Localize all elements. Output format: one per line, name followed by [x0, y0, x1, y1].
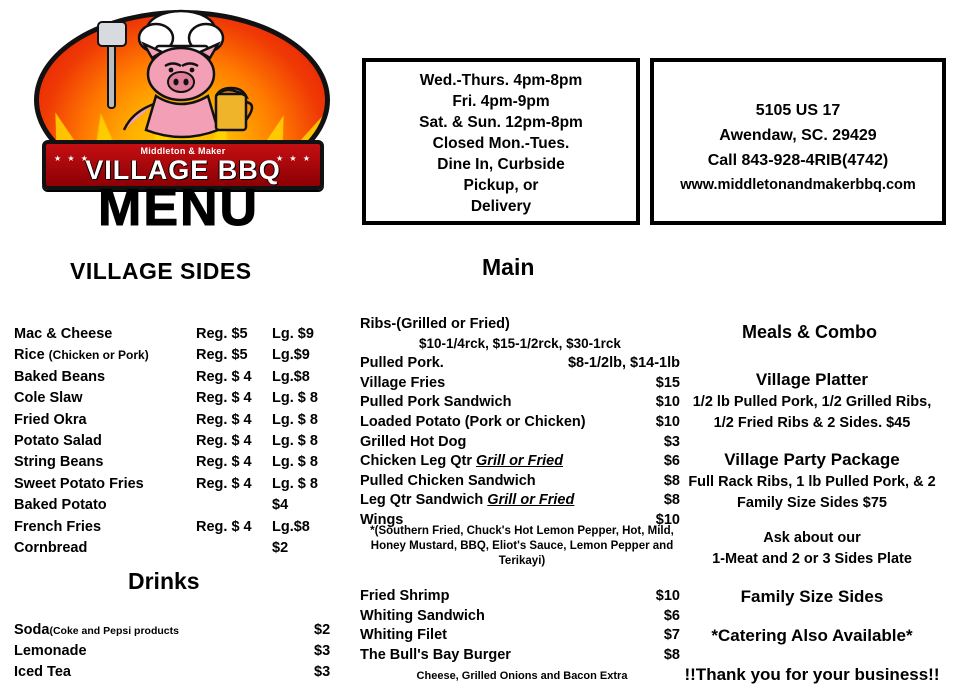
- seafood-list: [360, 588, 680, 666]
- drink-price: $3: [314, 664, 331, 680]
- side-name: Potato Salad: [14, 432, 102, 449]
- seafood-item-price: $6: [663, 607, 680, 624]
- meal-heading: Village Platter: [755, 370, 869, 389]
- hours-line: Delivery: [470, 198, 532, 215]
- side-row: [14, 412, 344, 433]
- side-name: Fried Okra: [14, 411, 87, 428]
- thanks-note: [672, 662, 952, 687]
- main-row: [360, 375, 680, 395]
- side-name: Baked Potato: [14, 497, 107, 514]
- side-reg-price: Reg. $5: [196, 347, 248, 364]
- seafood-item-name: Fried Shrimp: [360, 588, 450, 604]
- main-item-name: Grilled Hot Dog: [360, 433, 467, 450]
- side-reg-price: Reg. $5: [196, 326, 248, 342]
- side-row: [14, 326, 344, 347]
- drink-price: $2: [314, 622, 331, 638]
- main-row: [360, 355, 680, 375]
- hours-box: [362, 58, 640, 225]
- side-name: Baked Beans: [14, 368, 106, 385]
- side-row: [14, 540, 344, 561]
- main-row: [360, 394, 680, 414]
- logo: [12, 2, 352, 237]
- burger-extras-note: Cheese, Grilled Onions and Bacon Extra: [416, 670, 628, 682]
- stars-right-icon: ★ ★ ★: [276, 154, 312, 163]
- hours-line: Dine In, Curbside: [437, 156, 565, 173]
- ask-block: [672, 528, 952, 570]
- seafood-item-name: The Bull's Bay Burger: [360, 646, 511, 663]
- main-item-price: $10: [655, 511, 680, 528]
- hours-line: Pickup, or: [463, 177, 539, 194]
- meals-section-title: Meals & Combo: [742, 322, 878, 342]
- side-lg-price: Lg. $ 8: [272, 390, 318, 407]
- main-list: [360, 316, 680, 532]
- side-reg-price: Reg. $ 4: [196, 390, 252, 407]
- meal-heading: Village Party Package: [724, 450, 900, 469]
- side-name: Mac & Cheese: [14, 326, 113, 342]
- thanks-text: !!Thank you for your business!!: [684, 665, 940, 684]
- address-street: 5105 US 17: [755, 102, 841, 119]
- main-item-option: Grill or Fried: [487, 492, 575, 509]
- side-lg-price: Lg. $9: [272, 326, 314, 342]
- main-row: [360, 473, 680, 493]
- family-sides-heading: [672, 584, 952, 609]
- catering-note: [672, 623, 952, 648]
- menu-word: MENU: [98, 179, 260, 237]
- side-lg-price: Lg.$8: [272, 518, 310, 535]
- main-item-name: Pulled Pork.: [360, 355, 444, 372]
- pig-mascot-icon: [86, 8, 276, 158]
- hours-line: Fri. 4pm-9pm: [452, 93, 550, 110]
- side-reg-price: Reg. $ 4: [196, 432, 252, 449]
- side-name-sub: (Chicken or Pork): [48, 348, 149, 363]
- meals-column: [672, 368, 952, 698]
- side-lg-price: Lg. $ 8: [272, 454, 318, 471]
- side-name: French Fries: [14, 518, 102, 535]
- side-reg-price: Reg. $ 4: [196, 411, 252, 428]
- drink-price: $3: [314, 643, 331, 659]
- side-row: [14, 476, 344, 497]
- main-item-name: Pulled Pork Sandwich: [360, 394, 512, 411]
- hours-line: Wed.-Thurs. 4pm-8pm: [419, 72, 583, 89]
- main-item-name: Chicken Leg Qtr: [360, 453, 477, 470]
- ribs-price-line: $10-1/4rck, $15-1/2rck, $30-1rck: [419, 335, 621, 351]
- main-item-price: $10: [655, 394, 680, 411]
- side-lg-price: Lg.$8: [272, 368, 310, 385]
- main-item-name: Village Fries: [360, 374, 446, 391]
- main-item-name: Ribs-(Grilled or Fried): [360, 316, 510, 332]
- main-row: [360, 492, 680, 512]
- drink-name: Lemonade: [14, 643, 87, 659]
- side-name: Cole Slaw: [14, 390, 83, 407]
- side-lg-price: Lg.$9: [272, 347, 310, 364]
- main-item-price: $6: [663, 453, 680, 470]
- main-item-name: Pulled Chicken Sandwich: [360, 472, 536, 489]
- seafood-item-name: Whiting Sandwich: [360, 607, 485, 624]
- main-item-price: $8: [663, 492, 680, 509]
- main-item-price: $15: [655, 374, 680, 391]
- drink-name: Iced Tea: [14, 664, 71, 680]
- side-name: Sweet Potato Fries: [14, 475, 144, 492]
- address-city: Awendaw, SC. 29429: [719, 127, 877, 144]
- main-item-price: $8: [663, 472, 680, 489]
- hours-line: Sat. & Sun. 12pm-8pm: [419, 114, 583, 131]
- ask-line: Ask about our: [763, 530, 861, 546]
- side-row: [14, 347, 344, 368]
- side-price: $4: [272, 497, 289, 514]
- meal-line: 1/2 Fried Ribs & 2 Sides. $45: [713, 415, 911, 431]
- brand-main-text: VILLAGE BBQ: [85, 155, 281, 185]
- hours-line: Closed Mon.-Tues.: [432, 135, 570, 152]
- side-reg-price: Reg. $ 4: [196, 518, 252, 535]
- side-reg-price: Reg. $ 4: [196, 454, 252, 471]
- drinks-list: [14, 622, 344, 685]
- meal-line: Family Size Sides $75: [737, 495, 887, 511]
- brand-small-text: Middleton & Maker: [140, 146, 226, 156]
- address-box: [650, 58, 946, 225]
- meal-block: [672, 368, 952, 434]
- side-name: Cornbread: [14, 539, 88, 556]
- main-row: [360, 434, 680, 454]
- seafood-item-price: $10: [655, 588, 680, 604]
- family-sides-text: Family Size Sides: [740, 587, 884, 606]
- main-item-price: $10: [655, 413, 680, 430]
- sauce-note: *(Southern Fried, Chuck's Hot Lemon Pepper, Hot, Mild, Honey Mustard, BBQ, Eliot's Sauce, Lemon Pepper and Terikayi): [370, 525, 674, 567]
- main-row: [360, 588, 680, 608]
- main-row: [360, 647, 680, 667]
- side-name: Rice: [14, 347, 49, 364]
- side-row: [14, 390, 344, 411]
- side-row: [14, 454, 344, 475]
- drink-row: [14, 664, 344, 685]
- side-reg-price: Reg. $ 4: [196, 368, 252, 385]
- main-section-title: Main: [482, 254, 535, 280]
- drink-row: [14, 643, 344, 664]
- catering-text: *Catering Also Available*: [711, 626, 913, 645]
- side-price: $2: [272, 539, 289, 556]
- phone-number[interactable]: Call 843-928-4RIB(4742): [707, 152, 889, 169]
- meal-block: [672, 448, 952, 514]
- main-item-name: Loaded Potato (Pork or Chicken): [360, 413, 586, 430]
- main-item-name: Leg Qtr Sandwich: [360, 492, 488, 509]
- main-row: [360, 627, 680, 647]
- seafood-item-price: $7: [663, 627, 680, 644]
- side-row: [14, 433, 344, 454]
- website-url[interactable]: www.middletonandmakerbbq.com: [680, 177, 916, 193]
- main-item-option: Grill or Fried: [476, 453, 564, 470]
- main-row: [360, 453, 680, 473]
- side-lg-price: Lg. $ 8: [272, 411, 318, 428]
- drink-name: Soda: [14, 622, 50, 638]
- main-row: [360, 414, 680, 434]
- sides-section-title: VILLAGE SIDES: [70, 258, 252, 284]
- main-row: [360, 608, 680, 628]
- drinks-section-title: Drinks: [128, 568, 200, 594]
- seafood-item-price: $8: [663, 646, 680, 663]
- side-reg-price: Reg. $ 4: [196, 475, 252, 492]
- side-row: [14, 519, 344, 540]
- meal-line: 1/2 lb Pulled Pork, 1/2 Grilled Ribs,: [692, 394, 932, 410]
- side-row: [14, 369, 344, 390]
- main-row: [360, 316, 680, 336]
- side-lg-price: Lg. $ 8: [272, 432, 318, 449]
- side-name: String Beans: [14, 454, 104, 471]
- main-item-price: $8-1/2lb, $14-1lb: [567, 355, 680, 372]
- main-item-price: $3: [663, 433, 680, 450]
- stars-left-icon: ★ ★ ★: [54, 154, 90, 163]
- side-lg-price: Lg. $ 8: [272, 475, 318, 492]
- seafood-item-name: Whiting Filet: [360, 627, 447, 644]
- sides-list: [14, 326, 344, 561]
- meal-line: Full Rack Ribs, 1 lb Pulled Pork, & 2: [688, 474, 936, 490]
- ask-line: 1-Meat and 2 or 3 Sides Plate: [712, 551, 912, 567]
- drink-row: [14, 622, 344, 643]
- side-row: [14, 497, 344, 518]
- main-item-name: Wings: [360, 511, 404, 528]
- drink-name-sub: (Coke and Pepsi products: [49, 625, 179, 637]
